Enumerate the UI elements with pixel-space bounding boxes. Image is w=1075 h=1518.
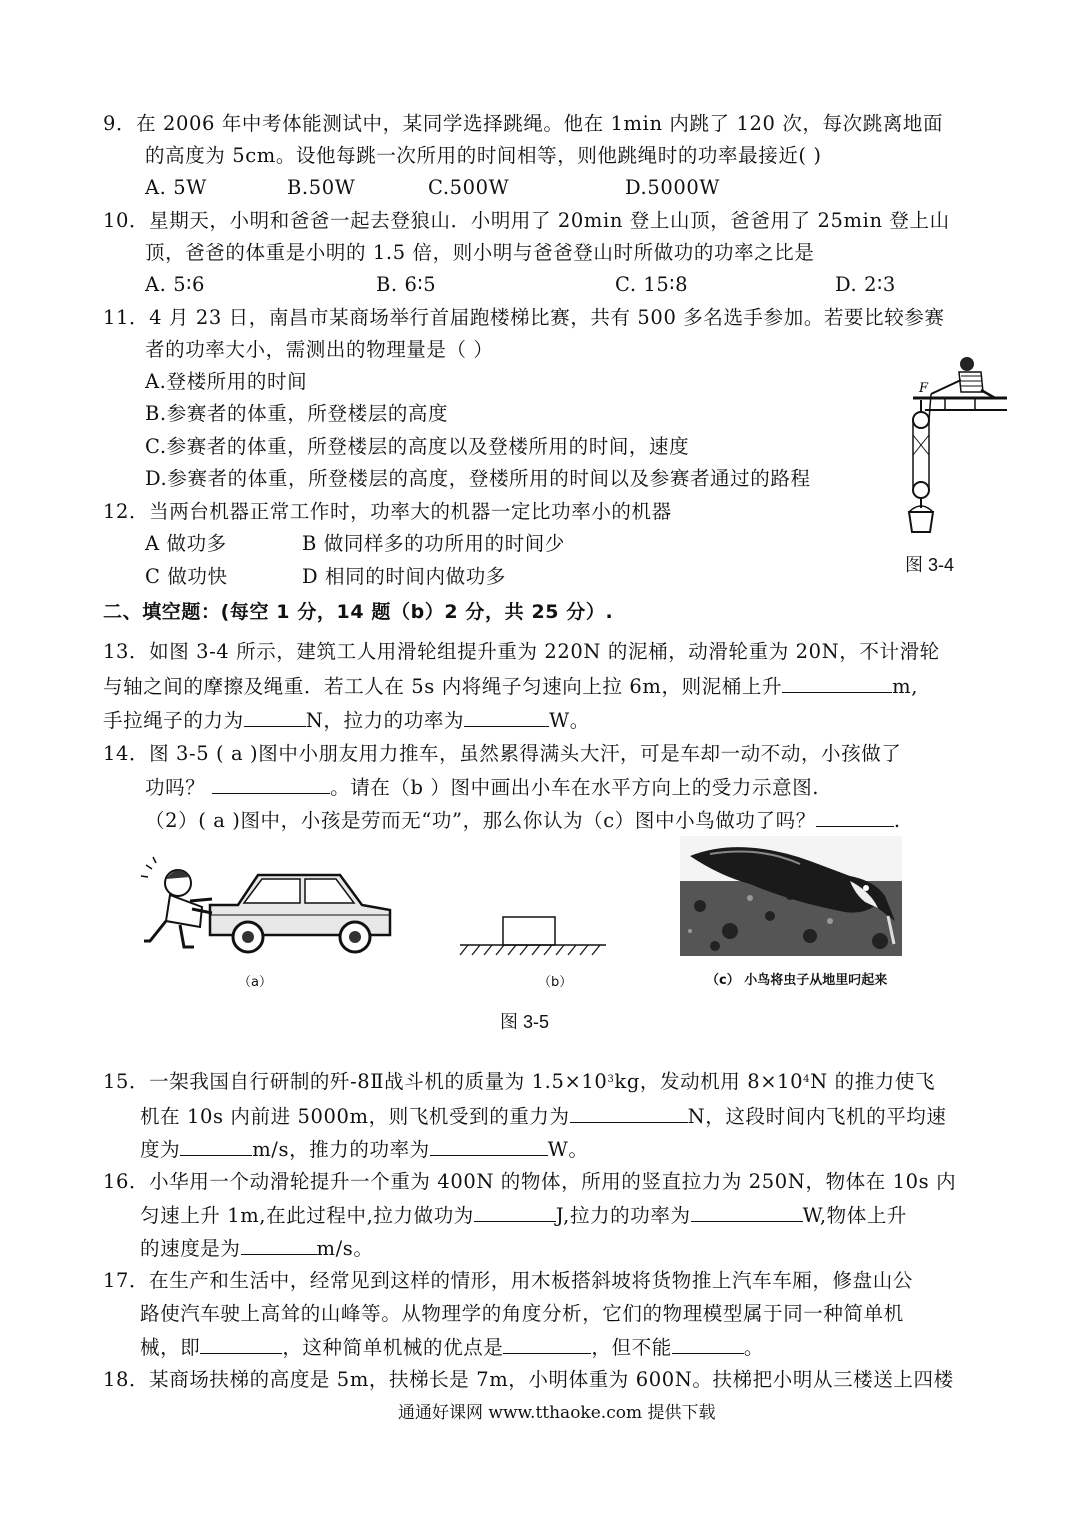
- figure-3-5-caption: 图 3-5: [500, 1012, 550, 1032]
- q14-line2: 功吗？ 。请在（b ）图中画出小车在水平方向上的受力示意图.: [145, 773, 819, 802]
- q12-line1: 12．当两台机器正常工作时，功率大的机器一定比功率小的机器: [103, 500, 672, 523]
- q15-line2: 机在 10s 内前进 5000m，则飞机受到的重力为 N，这段时间内飞机的平均速: [140, 1102, 947, 1131]
- q16-line2: 匀速上升 1m,在此过程中,拉力做功为 J,拉力的功率为 W,物体上升: [140, 1201, 907, 1230]
- figure-3-5b-block: [458, 912, 608, 957]
- q9-option-a: A. 5W: [145, 176, 207, 199]
- q15-blank-2[interactable]: [180, 1135, 252, 1156]
- q10-option-d: D. 2∶3: [835, 273, 896, 296]
- q14-blank-1[interactable]: [212, 773, 330, 794]
- q11-line1: 11．4 月 23 日，南昌市某商场举行首届跑楼梯比赛，共有 500 多名选手参加。若要比较参赛: [103, 306, 945, 329]
- q17-line1: 17．在生产和生活中，经常见到这样的情形，用木板搭斜坡将货物推上汽车车厢，修盘山公: [103, 1269, 913, 1292]
- figure-3-5c-bird-photo: [680, 836, 902, 956]
- q13-blank-1[interactable]: [782, 672, 892, 693]
- figure-3-5a-label: （a）: [238, 975, 272, 990]
- q11-option-d: D.参赛者的体重，所登楼层的高度，登楼所用的时间以及参赛者通过的路程: [145, 467, 811, 490]
- q10-line1: 10．星期天，小明和爸爸一起去登狼山．小明用了 20min 登上山顶，爸爸用了 25min 登上山: [103, 209, 950, 232]
- q15-exponent-1: 3: [607, 1074, 615, 1085]
- q16-blank-1[interactable]: [474, 1201, 556, 1222]
- q17-blank-3[interactable]: [672, 1333, 744, 1354]
- q17-line3: 械，即 ，这种简单机械的优点是 ，但不能 。: [140, 1333, 764, 1362]
- q10-option-b: B. 6∶5: [376, 273, 437, 296]
- figure-3-4-caption: 图 3-4: [905, 555, 955, 575]
- q14-line1: 14．图 3-5 ( a )图中小朋友用力推车，虽然累得满头大汗，可是车却一动不动，小孩做了: [103, 742, 902, 765]
- q15-line1: 15．一架我国自行研制的歼-8Ⅱ战斗机的质量为 $1.5\times 10^3kg$，发动机用 $8\times 10^4N$ 的推力使飞: [103, 1070, 936, 1093]
- q13-line2: 与轴之间的摩擦及绳重．若工人在 5s 内将绳子匀速向上拉 6m，则泥桶上升 m,: [103, 672, 918, 701]
- q10-option-a: A. 5∶6: [145, 273, 205, 296]
- q11-option-b: B.参赛者的体重，所登楼层的高度: [145, 402, 449, 425]
- q18-line1: 18．某商场扶梯的高度是 5m，扶梯长是 7m，小明体重为 600N。扶梯把小明从三楼送上四楼: [103, 1368, 954, 1391]
- section-title-fill-in: 二、填空题：(每空 1 分，14 题（b）2 分，共 25 分）.: [103, 601, 614, 623]
- q14-blank-2[interactable]: [816, 806, 894, 827]
- q13-line3: 手拉绳子的力为 N，拉力的功率为 W。: [103, 706, 590, 735]
- figure-3-5a-car: [140, 855, 395, 960]
- q17-line2: 路使汽车驶上高耸的山峰等。从物理学的角度分析，它们的物理模型属于同一种简单机: [140, 1302, 904, 1325]
- q9-line1: 9．在 2006 年中考体能测试中，某同学选择跳绳。他在 1min 内跳了 120 次，每次跳离地面: [103, 112, 944, 135]
- q12-option-a: A 做功多: [145, 532, 227, 555]
- q13-blank-2[interactable]: [244, 706, 306, 727]
- q14-line3: （2）( a )图中，小孩是劳而无“功”，那么你认为（c）图中小鸟做功了吗？ .: [145, 806, 901, 835]
- q12-option-d: D 相同的时间内做功多: [302, 565, 506, 588]
- q11-option-a: A.登楼所用的时间: [145, 370, 308, 393]
- force-label-f: F: [919, 381, 929, 396]
- q15-blank-1[interactable]: [570, 1102, 688, 1123]
- q15-line3: 度为 m/s，推力的功率为 W。: [140, 1135, 589, 1164]
- figure-3-5c-label: （c） 小鸟将虫子从地里叼起来: [706, 973, 888, 988]
- q17-blank-2[interactable]: [503, 1333, 591, 1354]
- q16-blank-2[interactable]: [691, 1201, 803, 1222]
- q11-option-c: C.参赛者的体重，所登楼层的高度以及登楼所用的时间，速度: [145, 435, 690, 458]
- figure-3-4-pulley: [885, 350, 1015, 550]
- q13-line1: 13．如图 3-4 所示，建筑工人用滑轮组提升重为 220N 的泥桶，动滑轮重为 20N，不计滑轮: [103, 640, 940, 663]
- q15-blank-3[interactable]: [430, 1135, 548, 1156]
- page-footer: 通通好课网 www.tthaoke.com 提供下载: [398, 1403, 716, 1423]
- q13-blank-3[interactable]: [464, 706, 549, 727]
- q16-blank-3[interactable]: [241, 1234, 317, 1255]
- q12-option-b: B 做同样多的功所用的时间少: [302, 532, 565, 555]
- q12-option-c: C 做功快: [145, 565, 228, 588]
- q15-exponent-2: 4: [803, 1074, 811, 1085]
- q9-option-d: D.5000W: [625, 176, 721, 199]
- q10-line2: 顶，爸爸的体重是小明的 1.5 倍，则小明与爸爸登山时所做功的功率之比是: [145, 241, 815, 264]
- q9-line2: 的高度为 5cm。设他每跳一次所用的时间相等，则他跳绳时的功率最接近( ): [145, 144, 822, 167]
- q10-option-c: C. 15∶8: [615, 273, 689, 296]
- figure-3-5b-label: （b）: [538, 975, 573, 990]
- q16-line3: 的速度是为 m/s。: [140, 1234, 373, 1263]
- q11-line2: 者的功率大小，需测出的物理量是（ ）: [145, 338, 494, 361]
- q9-option-c: C.500W: [428, 176, 510, 199]
- q16-line1: 16．小华用一个动滑轮提升一个重为 400N 的物体，所用的竖直拉力为 250N，物体在 10s 内: [103, 1170, 957, 1193]
- q17-blank-1[interactable]: [200, 1333, 282, 1354]
- q9-option-b: B.50W: [287, 176, 356, 199]
